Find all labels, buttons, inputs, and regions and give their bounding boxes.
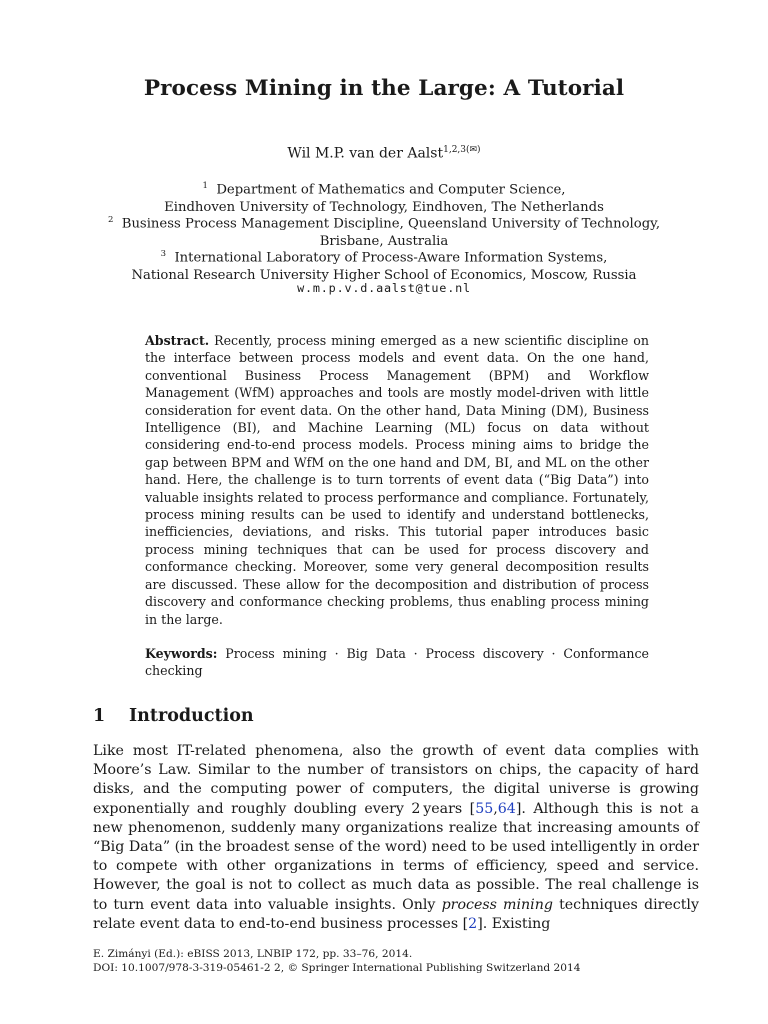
footer-doi-line: DOI: 10.1007/978-3-319-05461-2 2, © Springer International Publishing Switzerland 2014 [93, 961, 581, 974]
body-text-segment: , [493, 800, 498, 817]
abstract [145, 332, 649, 628]
author-email[interactable]: w.m.p.v.d.aalst@tue.nl [297, 281, 471, 295]
author-superscript: 1,2,3(✉) [443, 145, 481, 155]
section-title: Introduction [129, 706, 254, 726]
body-text-segment: techniques directly relate event data to end-to-end business processes [ [93, 896, 699, 932]
affiliation-line: Eindhoven University of Technology, Eindhoven, The Netherlands [164, 199, 604, 215]
emphasis-text: process mining [441, 896, 553, 913]
body-text-segment: Like most IT-related phenomena, also the growth of event data complies with Moore’s Law. Similar to the number of transistors on chips, the capacity of hard disks, and the computing power of computers, the digital universe is growing exponentially and roughly doubling every 2 years [ [93, 743, 699, 817]
affiliation-2 [0, 212, 768, 250]
abstract-heading: Abstract. [145, 333, 210, 348]
affiliation-line: Brisbane, Australia [319, 233, 449, 249]
citation-link[interactable]: 64 [497, 800, 516, 817]
body-paragraph [93, 742, 699, 934]
page-footer [93, 948, 699, 975]
body-text-segment: ]. Although this is not a new phenomenon, suddenly many organizations realize that increasing amounts of “Big Data” (in the broadest sense of the word) need to be used intelligently in order to compete with other organizations in terms of efficiency, speed and service. However, the goal is not to collect as much data as possible. The real challenge is to turn event data into valuable insights. Only [93, 800, 699, 913]
affiliation-line: Business Process Management Discipline, Queensland University of Technology, [121, 216, 661, 232]
author-line [0, 145, 768, 162]
keywords-text: Process mining · Big Data · Process discovery · Conformance checking [145, 646, 649, 679]
footer-editor-line: E. Zimányi (Ed.): eBISS 2013, LNBIP 172, pp. 33–76, 2014. [93, 948, 413, 960]
affiliation-mark: 3 [160, 249, 167, 259]
abstract-text: Recently, process mining emerged as a new scientific discipline on the interface between process models and event data. On the one hand, conventional Business Process Management (BPM) and Workflow Management (WfM) approaches and tools are mostly model-driven with little consideration for event data. On the other hand, Data Mining (DM), Business Intelligence (BI), and Machine Learning (ML) focus on data without considering end-to-end process models. Process mining aims to bridge the gap between BPM and WfM on the one hand and DM, BI, and ML on the other hand. Here, the challenge is to turn torrents of event data (“Big Data”) into valuable insights related to process performance and compliance. Fortunately, process mining results can be used to identify and understand bottlenecks, inefficiencies, deviations, and risks. This tutorial paper introduces basic process mining techniques that can be used for process discovery and conformance checking. Moreover, some very general decomposition results are discussed. These allow for the decomposition and distribution of process discovery and conformance checking problems, thus enabling process mining in the large. [145, 333, 649, 627]
body-text-segment: ]. Existing [477, 915, 551, 932]
affiliation-1 [0, 178, 768, 216]
author-name: Wil M.P. van der Aalst [287, 145, 444, 162]
citation-link[interactable]: 2 [468, 915, 478, 932]
affiliation-line: National Research University Higher School of Economics, Moscow, Russia [131, 267, 637, 283]
section-heading [93, 706, 254, 726]
affiliation-mark: 2 [107, 215, 114, 225]
affiliation-line: Department of Mathematics and Computer Science, [216, 182, 566, 198]
keywords [145, 645, 649, 680]
keywords-heading: Keywords: [145, 646, 218, 661]
paper-title: Process Mining in the Large: A Tutorial [143, 76, 625, 101]
section-number: 1 [93, 706, 106, 726]
affiliation-3 [0, 246, 768, 284]
affiliation-line: International Laboratory of Process-Aware Information Systems, [174, 250, 608, 266]
citation-link[interactable]: 55 [475, 800, 494, 817]
affiliation-mark: 1 [202, 181, 208, 191]
